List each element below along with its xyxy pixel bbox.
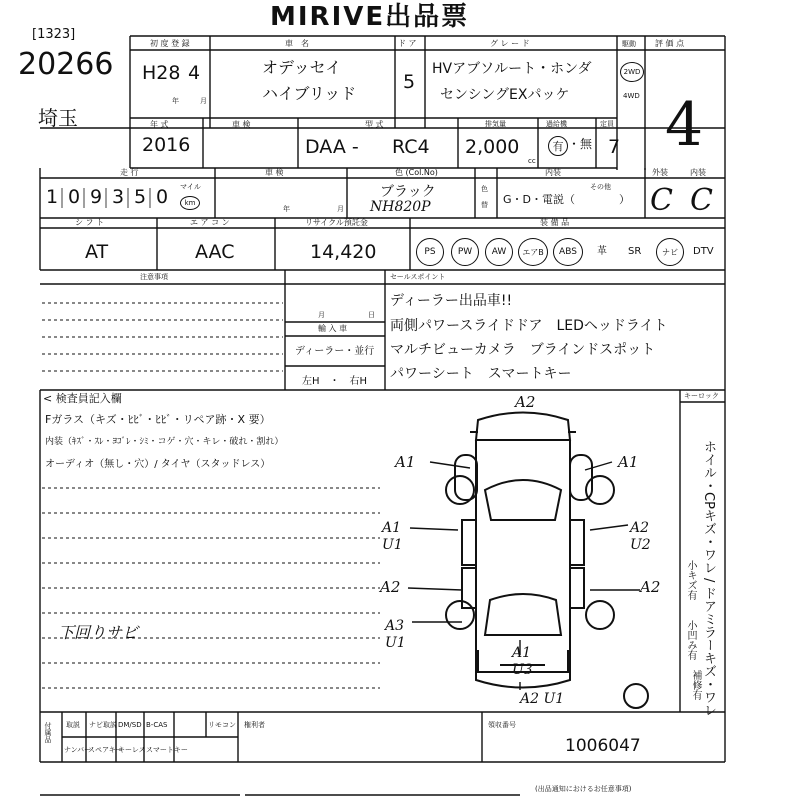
equip-leather: 革	[597, 246, 607, 257]
mid-handle: 左H ・ 右H	[302, 376, 368, 387]
mid-import: 輸 入 車	[318, 324, 348, 333]
label-inspector: < 検査員記入欄	[43, 392, 122, 405]
mark-right-front: A1	[618, 453, 639, 471]
label-rating: 評 価 点	[655, 39, 685, 48]
side-note-small-1: 小キズ有	[685, 560, 696, 600]
mileage-digit-3: 9	[90, 186, 103, 208]
label-trim: 色	[481, 185, 488, 193]
car-name-line1: オデッセイ	[262, 58, 342, 77]
label-mileage: 走 行	[120, 168, 139, 177]
color-code: NH820P	[370, 199, 431, 215]
mileage-digit-4: 3	[112, 186, 125, 208]
label-model: 型 式	[365, 120, 384, 129]
label-sales-points: セールスポイント	[390, 273, 446, 281]
side-note-vertical: ホイル・CPキズ・ワレ / ドアミラーキズ・ワレ	[701, 440, 716, 717]
mark-top: A2	[515, 393, 536, 411]
label-model-year: 年 式	[150, 120, 169, 129]
label-shaken: 車 検	[232, 120, 251, 129]
label-shaken-2: 車 検	[265, 168, 284, 177]
sales-point-1: ディーラー出品車!!	[390, 293, 513, 309]
trim-other: その他	[590, 183, 611, 191]
sales-point-2: 両側パワースライドドア LEDヘッドライト	[390, 318, 668, 334]
inspector-line-1: Fガラス（キズ・ﾋﾋﾞ・ﾋﾋﾞ・リペア跡・X 要）	[45, 413, 271, 426]
bt-r2-4: スマートキー	[146, 746, 188, 754]
label-year-2: 年	[283, 205, 290, 213]
label-month: 月	[200, 97, 207, 105]
label-grade: グ レ ー ド	[490, 39, 530, 48]
mark-left-rear: A2	[380, 578, 401, 596]
label-exterior: 外装	[652, 168, 668, 177]
bt-r2-3: キーレス	[118, 746, 146, 754]
reg-month: 4	[188, 62, 201, 84]
color-name: ブラック	[380, 184, 436, 200]
lot-prefix: [1323]	[32, 27, 76, 42]
inspector-line-2: 内装（ｷｽﾞ・ｽﾚ・ﾖｺﾞﾚ・ｼﾐ・コゲ・穴・キレ・破れ・割れ）	[45, 437, 284, 447]
label-interior: 内装	[545, 168, 561, 177]
side-note-repaint: 補修有	[690, 670, 701, 700]
equip-ps: PS	[416, 238, 444, 266]
mid-dealer: ディーラー・並行	[295, 346, 375, 357]
grade-line1: HVアブソルート・ホンダ	[432, 61, 592, 77]
handwritten-note: 下回りサビ	[58, 623, 139, 642]
shift-value: AT	[85, 241, 109, 263]
mark-center-bottom: A1 U3	[512, 645, 533, 678]
bt-r2-2: スペアキー	[88, 746, 123, 754]
equip-aw: AW	[485, 238, 513, 266]
era-year: H28	[142, 62, 181, 84]
lot-number: 20266	[18, 47, 114, 82]
sales-point-3: マルチビューカメラ ブラインドスポット	[390, 342, 656, 358]
bt-h1: 取説	[66, 721, 80, 729]
mid-day: 日	[368, 311, 375, 319]
label-accessories: 付属品	[44, 722, 52, 743]
label-aircon: エ ア コ ン	[190, 218, 230, 227]
drive-4wd: 4WD	[623, 92, 640, 100]
label-displacement: 排気量	[485, 120, 506, 128]
label-year: 年	[172, 97, 179, 105]
equip-sr: SR	[628, 246, 642, 257]
bt-h2: ナビ取説	[89, 721, 117, 729]
label-keylock: キーロック	[684, 392, 719, 400]
mark-right-rear: A2	[640, 578, 661, 596]
bt-h3: DM/SD	[118, 721, 142, 729]
label-car-name: 車 名	[285, 39, 309, 48]
side-note-small-2: 小凹み有	[685, 620, 696, 660]
receipt-number: 1006047	[565, 736, 641, 756]
label-interior-2: 内装	[690, 168, 706, 177]
mileage-digit-1: 1	[46, 186, 59, 208]
rating-value: 4	[665, 90, 704, 160]
bt-h4: B-CAS	[146, 721, 168, 729]
drive-2wd-circled: 2WD	[620, 62, 644, 82]
label-trim-sub: 替	[481, 201, 488, 209]
displacement-value: 2,000	[465, 136, 520, 158]
mark-bottom: A2 U1	[520, 691, 565, 707]
label-equipment: 装 備 品	[540, 218, 570, 227]
label-rights: 権利者	[244, 721, 265, 729]
mileage-digit-5: 5	[134, 186, 147, 208]
inspector-line-3: オーディオ（無し・穴）/ タイヤ（スタッドレス）	[45, 459, 271, 470]
mark-right-mid: A2 U2	[630, 520, 651, 553]
mileage-unit-mile: マイル	[180, 183, 201, 191]
equip-pw: PW	[451, 238, 479, 266]
door-count: 5	[403, 71, 416, 93]
label-month-2: 月	[337, 205, 344, 213]
mark-left-bottom: A3 U1	[385, 618, 406, 651]
mileage-digit-6: 0	[156, 186, 169, 208]
equip-navi: ナビ	[656, 238, 684, 266]
label-receipt: 領収番号	[488, 721, 516, 729]
label-shift: シ フ ト	[75, 218, 105, 227]
model-prefix: DAA -	[305, 136, 359, 158]
mark-left-front: A1	[395, 453, 416, 471]
label-first-reg: 初 度 登 録	[150, 39, 190, 48]
exterior-grade: C	[650, 183, 673, 218]
label-capacity: 定員	[600, 120, 614, 128]
interior-grade: C	[690, 183, 713, 218]
mid-month: 月	[318, 311, 325, 319]
label-recycle: リサイクル預託金	[305, 218, 368, 227]
equip-dtv: DTV	[693, 246, 714, 257]
sales-point-4: パワーシート スマートキー	[390, 366, 572, 382]
mileage-digit-2: 0	[68, 186, 81, 208]
label-turbo: 過給機	[546, 120, 567, 128]
region: 埼玉	[38, 106, 78, 130]
capacity-value: 7	[608, 136, 621, 158]
cc-unit: cc	[528, 157, 536, 165]
aircon-value: AAC	[195, 241, 235, 263]
recycle-fee: 14,420	[310, 241, 377, 263]
trim-options: G・D・電説（ ）	[503, 193, 630, 206]
label-drive: 駆動	[622, 40, 636, 48]
model-code: RC4	[392, 136, 430, 158]
turbo-yes-circled: 有	[548, 136, 568, 156]
equip-abs: ABS	[553, 238, 583, 266]
mark-left-mid: A1 U1	[382, 520, 403, 553]
label-notes: 注意事項	[140, 273, 168, 281]
model-year-value: 2016	[142, 134, 191, 156]
bottom-note: (出品通知におけるお任意事項)	[535, 785, 632, 793]
label-color: 色 (Col.No)	[395, 168, 438, 177]
grade-line2: センシングEXパッケ	[440, 87, 570, 103]
form-title: MIRIVE出品票	[270, 2, 470, 32]
turbo-no: ・無	[568, 137, 593, 151]
car-name-line2: ハイブリッド	[262, 84, 357, 103]
equip-airbag: エアB	[518, 238, 548, 266]
bt-r2-1: ナンバー	[64, 746, 92, 754]
label-doors: ド ア	[398, 39, 417, 48]
bt-h5: リモコン	[208, 721, 236, 729]
mileage-unit-km-circled: km	[180, 196, 200, 210]
